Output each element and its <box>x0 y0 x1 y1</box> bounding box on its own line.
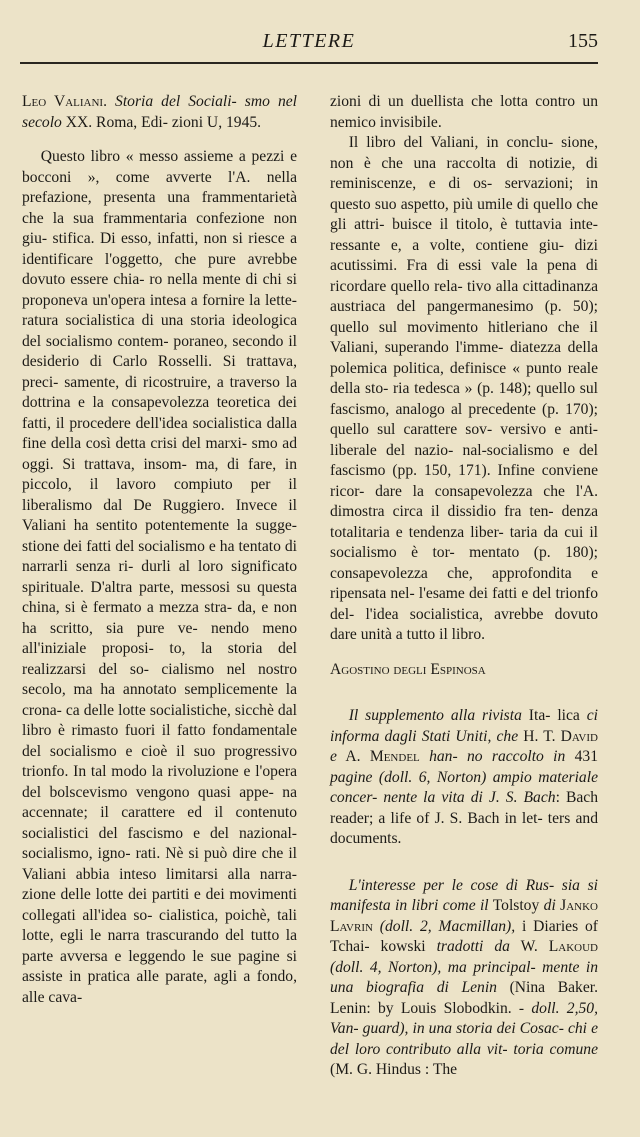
review-book-details: XX. Roma, Edi- zioni U, 1945. <box>61 113 262 131</box>
note-russia-text: L'interesse per le cose di Rus- sia si manifesta in libri come il <box>330 876 598 914</box>
note-bach-text: 431 <box>565 748 599 765</box>
note-russia-text: di <box>543 897 556 914</box>
note-russia-text: W. Lakoud <box>509 938 598 955</box>
note-russia-text: i Diaries of Tchai- kowski <box>330 917 598 955</box>
note-bach-text: pagine (doll. 6, Norton) ampio materiale concer- nente la vita di J. S. Bach <box>330 768 598 806</box>
note-bach-text: Il supplemento alla rivista <box>348 707 522 724</box>
note-russia-text: Tolstoy <box>488 897 544 914</box>
note-bach-text: Ita- lica <box>521 707 587 724</box>
note-bach-text: A. Mendel <box>336 748 430 765</box>
review-paragraph-2: Il libro del Valiani, in conclu- sione, non è che una raccolta di notizie, di reminiscenze, e di os- servazioni; in questo suo aspetto, più umile di quello che gli attri- buisce il titolo, è tuttavia inte- ressante e, a volte, contiene giu- dizi acutissimi. Fra di essi vale la pena di ricordare quello rela- tivo alla cittadinanza austriaca del pangermanesimo (p. 50); quello sul movimento hitleriano che il Valiani, superando l'imme- diatezza della polemica politica, definisce « punto reale della sto- ria tedesca » (p. 148); quello sul fascismo, analogo al precedente (p. 170); quello sul carattere sov- versivo e anti-liberale del nazio- nal-socialismo e del fascismo (pp. 150, 171). Infine conviene ricor- dare la consapevolezza che l'A. dimostra circa il dissidio fra ten- denza totalitaria e tendenza liber- taria da cui il socialismo è tor- mentato (p. 180); consapevolezza che, approfondita e ripensata nel- l'esame dei fatti e del trionfo del- l'idea socialistica, avrebbe dovuto dare unità a tutto il libro. <box>330 134 598 643</box>
review-signature: Agostino degli Espinosa <box>330 660 486 678</box>
note-russia-text: tradotti da <box>436 938 510 955</box>
left-column <box>22 92 297 1008</box>
note-bach-text: H. T. David <box>518 727 598 745</box>
review-book-title: Storia del Sociali- smo nel secolo <box>22 93 297 131</box>
page-number: 155 <box>568 30 598 52</box>
note-russia-text: (Nina Baker. Lenin: by Louis Slobodkin. - <box>330 979 598 1017</box>
note-bach-text: e <box>330 748 337 765</box>
note-bach-text: han- no raccolto in <box>429 748 566 765</box>
running-title: LETTERE <box>262 30 356 52</box>
note-bach <box>330 706 598 850</box>
note-russia-text: (doll. 4, Norton), ma principal- mente in una biografia di Lenin <box>330 958 598 996</box>
review-heading <box>22 92 297 133</box>
note-bach-text: : Bach reader; a life of J. S. Bach in let- ters and documents. <box>330 789 598 847</box>
note-russia <box>330 876 598 1081</box>
right-column <box>330 92 598 1081</box>
note-russia-text: (doll. 2, Macmillan), <box>379 917 516 935</box>
note-bach-text: ci informa dagli Stati Uniti, che <box>330 707 599 745</box>
review-author: Leo Valiani. <box>22 93 107 110</box>
review-paragraph-1: Questo libro « messo assieme a pezzi e bocconi », come avverte l'A. nella prefazione, presenta una frammentarietà che la sua frammentaria confezione non giu- stifica. Di esso, infatti, non si riesce a identificare l'oggetto, che pure avrebbe dovuto essere chia- ro nella mente di chi si proponeva un'opera intesa a fornire la lette- ratura socialistica di una storia ideologica del socialismo contem- poraneo, secondo il desiderio di Carlo Rosselli. Si trattava, preci- samente, di ricostruire, a traverso la dottrina e la consapevolezza teoretica dei fatti, il procedere dell'idea socialistica dalla fine della così detta crisi del marxi- smo ad oggi. Si trattava, insom- ma, di fare, in piccolo, il lavoro compiuto per il liberalismo dal De Ruggiero. Invece il Valiani ha sentito potentemente la sugge- stione dei fatti del socialismo e ha tentato di narrarli senza ri- durli al loro significato spirituale. D'altra parte, messosi su questa china, si è fermato a mezza stra- da, e non ha scritto, sia pure ve- nendo meno all'iniziale proposi- to, la storia del realizzarsi del so- cialismo nel nostro secolo, ma ha annotato semplicemente la crona- ca delle lotte socialistiche, sicchè dal libro è rimasto fuori il fatto fondamentale del socialismo e cioè il suo progressivo trionfo. In tal modo la rivoluzione e l'opera del bolscevismo vengono quasi appe- na accennate; il carattere ed il contenuto socialistici del fascismo e del nazional-socialismo, igno- rati. Nè si può dire che il Valiani abbia inteso limitarsi alla narra- zione delle lotte dei partiti e dei movimenti collegati all'idea so- cialistica, poichè, tali lotte, egli le narra trascurando del tutto la parte avversa e leggendo le sue pagine si assiste in pratica alle parate, agli a fondo, alle cava- <box>22 148 297 1006</box>
note-russia-text: Janko Lavrin <box>330 897 598 935</box>
note-russia-text: (M. G. Hindus : The <box>330 1061 458 1078</box>
note-russia-text: doll. 2,50, Van- guard), in una storia dei Cosac- chi e del loro contributo alla vit- toria comune <box>330 999 598 1058</box>
page-header <box>20 28 598 64</box>
review-paragraph-1-continued: zioni di un duellista che lotta contro un nemico invisibile. <box>330 93 598 131</box>
